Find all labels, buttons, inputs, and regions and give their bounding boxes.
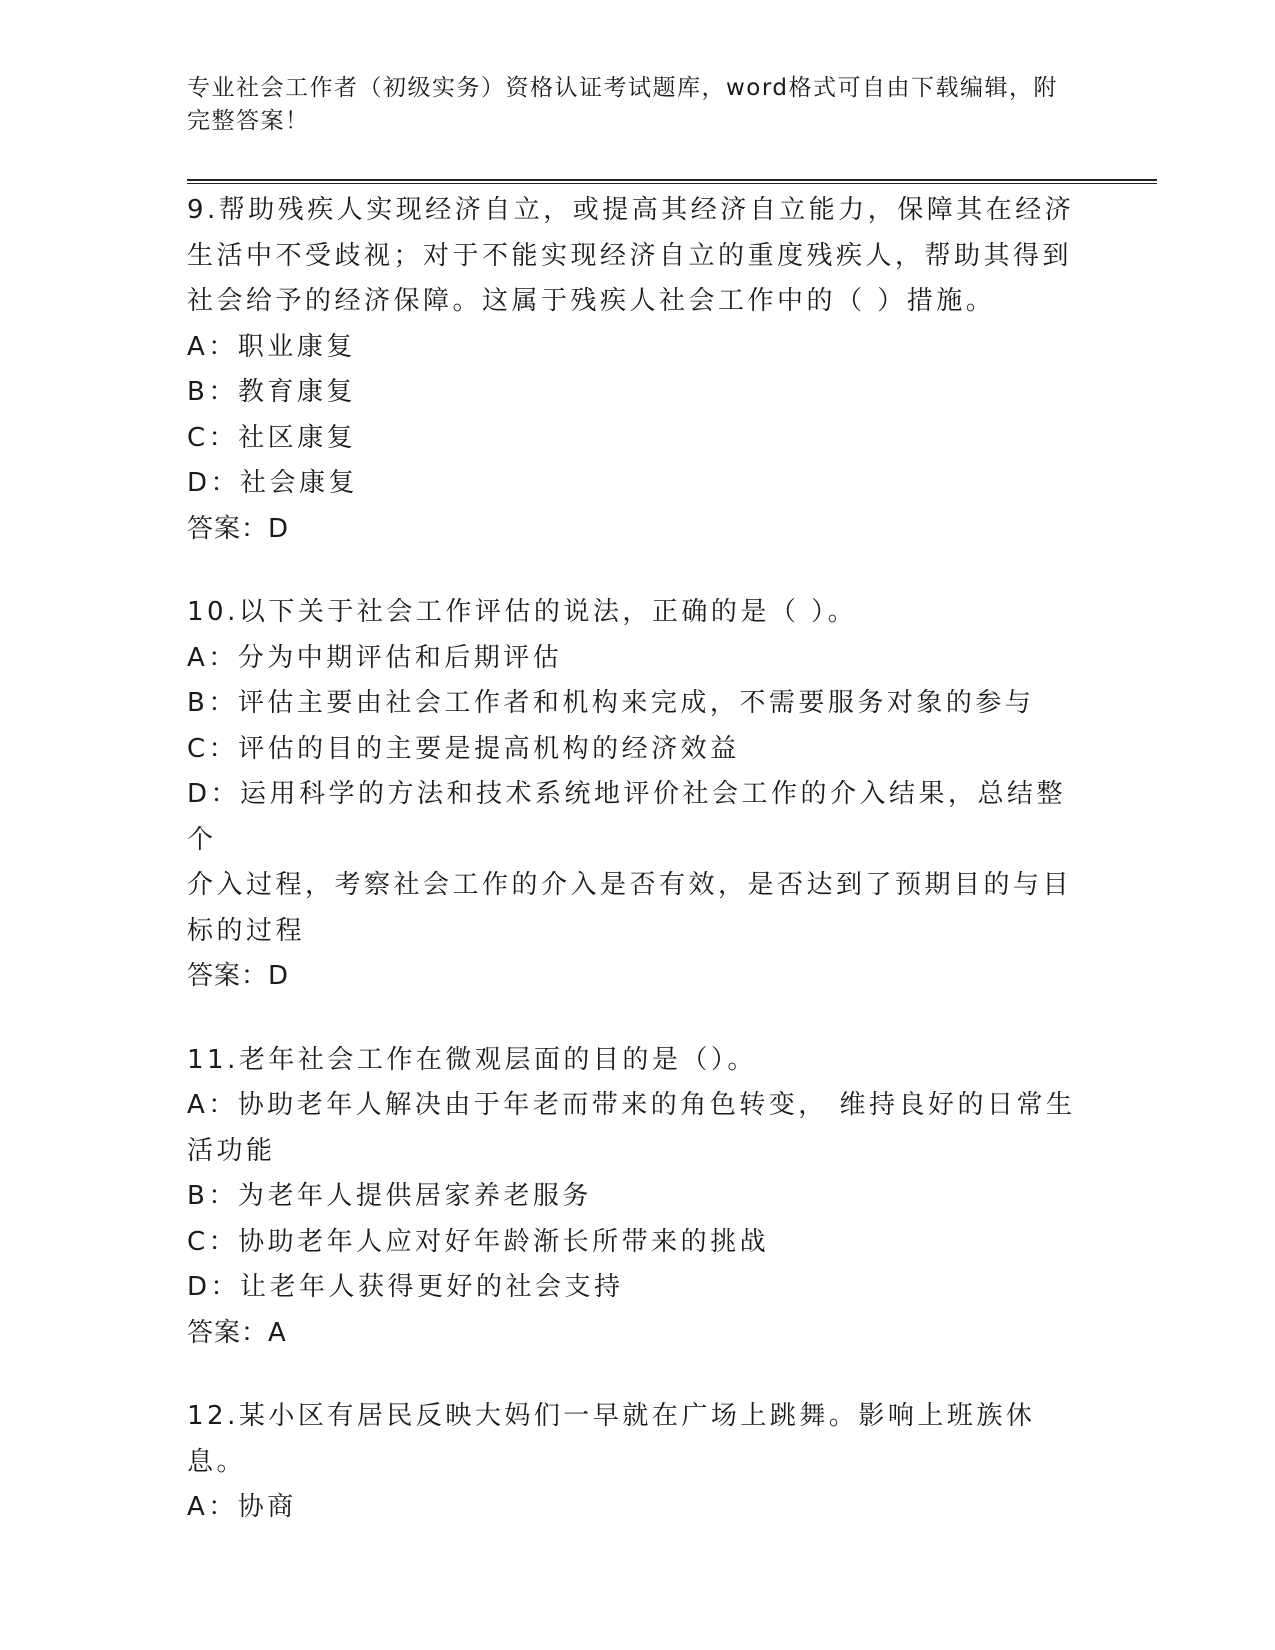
document-header xyxy=(187,72,1067,138)
option-d-continued: 标的过程 xyxy=(187,915,306,946)
option-d-continued: 介入过程，考察社会工作的介入是否有效，是否达到了预期目的与目 xyxy=(187,870,1073,900)
option-a: A：协商 xyxy=(187,1492,297,1522)
option-d: D：让老年人获得更好的社会支持 xyxy=(187,1272,624,1302)
option-d: D：运用科学的方法和技术系统地评价社会工作的介入结果，总结整个 xyxy=(187,779,1067,855)
option-a: A：职业康复 xyxy=(187,331,356,362)
answer-line: 答案：D xyxy=(187,961,290,991)
answer-line: 答案：D xyxy=(187,513,290,544)
question-10 xyxy=(187,590,1087,1000)
option-c: C：社区康复 xyxy=(187,422,357,453)
option-a: A：协助老年人解决由于年老而带来的角色转变， 维持良好的日常生 xyxy=(187,1090,1076,1120)
option-b: B：教育康复 xyxy=(187,377,356,407)
question-list xyxy=(187,188,1087,1569)
question-9 xyxy=(187,188,1087,552)
option-c: C：评估的目的主要是提高机构的经济效益 xyxy=(187,733,740,764)
option-b: B：为老年人提供居家养老服务 xyxy=(187,1181,592,1211)
question-stem-line: 生活中不受歧视；对于不能实现经济自立的重度残疾人，帮助其得到 xyxy=(187,240,1073,271)
option-d: D：社会康复 xyxy=(187,468,359,498)
header-divider xyxy=(187,179,1157,184)
answer-line: 答案：A xyxy=(187,1317,287,1348)
question-stem-line: 12.某小区有居民反映大妈们一早就在广场上跳舞。影响上班族休息。 xyxy=(187,1401,1036,1477)
question-stem-line: 社会给予的经济保障。这属于残疾人社会工作中的（ ）措施。 xyxy=(187,286,996,316)
question-stem-line: 9.帮助残疾人实现经济自立，或提高其经济自立能力，保障其在经济 xyxy=(187,195,1075,225)
option-b: B：评估主要由社会工作者和机构来完成，不需要服务对象的参与 xyxy=(187,688,1035,718)
header-text: 专业社会工作者（初级实务）资格认证考试题库，word格式可自由下载编辑，附完整答案！ xyxy=(187,75,1059,134)
option-c: C：协助老年人应对好年龄渐长所带来的挑战 xyxy=(187,1226,770,1257)
question-stem-line: 10.以下关于社会工作评估的说法，正确的是（ ）。 xyxy=(187,597,858,627)
option-a-continued: 活功能 xyxy=(187,1135,276,1166)
question-11 xyxy=(187,1038,1087,1357)
question-12 xyxy=(187,1394,1087,1531)
question-stem-line: 11.老年社会工作在微观层面的目的是（）。 xyxy=(187,1044,757,1075)
option-a: A：分为中期评估和后期评估 xyxy=(187,642,563,673)
